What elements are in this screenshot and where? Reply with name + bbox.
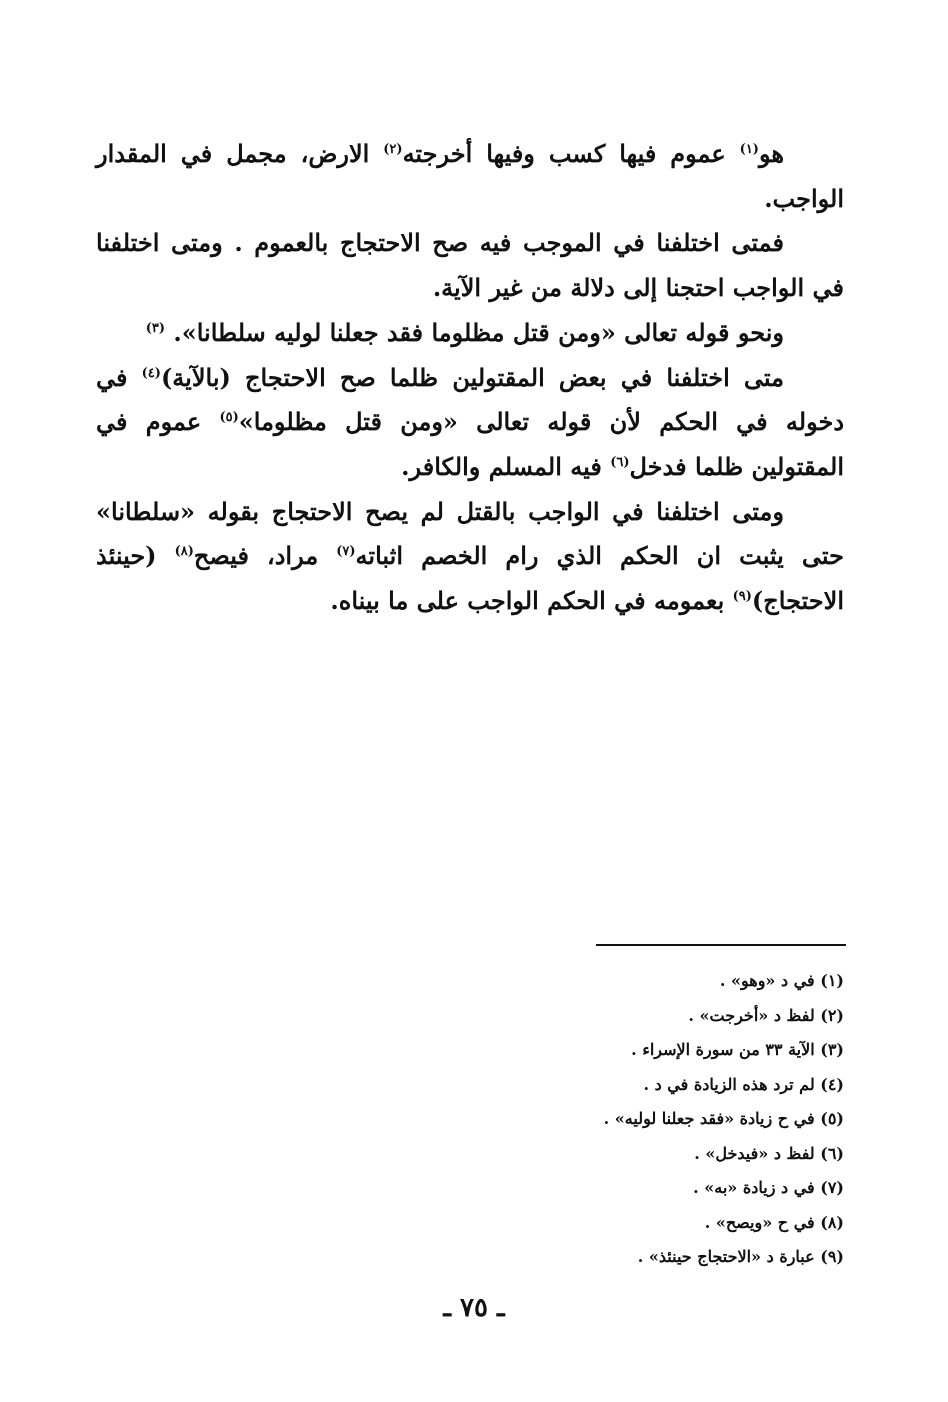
- footnote-3: (٣) الآية ٣٣ من سورة الإسراء .: [631, 1040, 844, 1059]
- footnote-marker-5[interactable]: (٥): [219, 410, 239, 426]
- text-run: عموم في المقتولين ظلما فدخل: [96, 407, 844, 481]
- footnotes-list: [444, 964, 844, 1275]
- text-run: ومتى اختلفنا في الواجب بالقتل لم يصح الاحتجاج بقوله «سلطانا» حتى يثبت ان الحكم الذي رام الخصم اثباته: [96, 496, 845, 571]
- footnote-marker-7[interactable]: (٧): [336, 544, 356, 560]
- footnote-6: (٦) لفظ د «فيدخل» .: [694, 1143, 844, 1163]
- text-run: الارض، مجمل في المقدار الواجب.: [96, 139, 844, 213]
- text-run: فمتى اختلفنا في الموجب فيه صح الاحتجاج بالعموم . ومتى اختلفنا في الواجب احتجنا إلى دلالة من غير الآية.: [96, 228, 844, 303]
- text-run: ونحو قوله تعالى «ومن قتل مظلوما فقد جعلنا لوليه سلطانا».: [165, 317, 784, 347]
- text-run: مراد، فيصح: [193, 541, 337, 571]
- main-text: [96, 132, 844, 624]
- footnote-marker-8[interactable]: (٨): [174, 544, 194, 560]
- footnote-1: (١) في د «وهو» .: [719, 971, 844, 990]
- paragraph-2: [96, 221, 844, 310]
- paragraph-1: [96, 132, 844, 221]
- paragraph-5: [96, 490, 844, 624]
- footnote-marker-9[interactable]: (٩): [732, 589, 752, 605]
- footnote-8: (٨) في ح «ويصح» .: [704, 1212, 844, 1232]
- text-run: متى اختلفنا في بعض المقتولين ظلما صح الاحتجاج (بالآية): [160, 362, 785, 392]
- paragraph-4: [96, 356, 844, 490]
- text-run: بعمومه في الحكم الواجب على ما بيناه.: [330, 586, 733, 616]
- text-run: (حينئذ الاحتجاج): [96, 541, 844, 616]
- page-number: ـ ٧٥ ـ: [443, 1293, 505, 1323]
- footnote-marker-2[interactable]: (٢): [383, 142, 403, 157]
- footnote-9: (٩) عبارة د «الاحتجاج حينئذ» .: [637, 1247, 844, 1266]
- footnote-marker-4[interactable]: (٤): [141, 365, 161, 381]
- footnote-4: (٤) لم ترد هذه الزيادة في د .: [643, 1074, 844, 1094]
- paragraph-3: [96, 311, 844, 356]
- footnote-divider: [596, 944, 846, 946]
- footnote-2: (٢) لفظ د «أخرجت» .: [688, 1005, 844, 1025]
- footnote-marker-1[interactable]: (١): [739, 142, 759, 157]
- footnote-marker-6[interactable]: (٦): [610, 454, 630, 470]
- text-run: هو: [758, 139, 785, 168]
- text-run: عموم فيها كسب وفيها أخرجته: [402, 139, 740, 168]
- footnote-5: (٥) في ح زيادة «فقد جعلنا لوليه» .: [603, 1109, 844, 1128]
- footnote-marker-3[interactable]: (٣): [145, 320, 166, 336]
- text-run: فيه المسلم والكافر.: [401, 451, 611, 481]
- footnote-7: (٧) في د زيادة «به» .: [693, 1178, 844, 1197]
- text-run: في دخوله في الحكم لأن قوله تعالى «ومن قتل مظلوما»: [96, 362, 845, 437]
